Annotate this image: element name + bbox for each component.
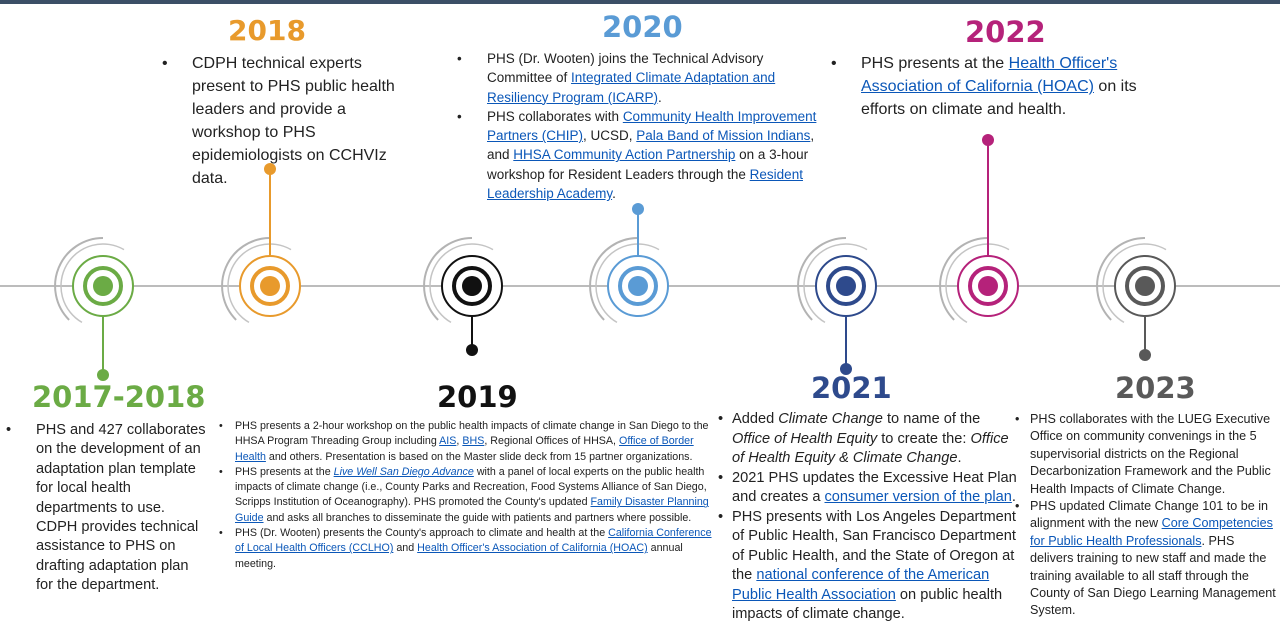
bullet-item (861, 52, 1161, 121)
text-run: on its efforts on climate and health. (861, 78, 1137, 118)
text-run: , (456, 435, 463, 448)
bullet-list (487, 49, 817, 203)
connector-dot (632, 203, 644, 215)
text-run: , and (487, 128, 815, 163)
connector-dot (982, 134, 994, 146)
text-run: PHS presents a 2-hour workshop on the public health impacts of climate change in San Diego to the HHSA Program Threading Group including (235, 420, 709, 448)
bullet-list (861, 52, 1161, 121)
text-run: , Regional Offices of HHSA, (484, 435, 619, 448)
year-label-2022: 2022 (965, 15, 1046, 49)
bullet-item (235, 419, 720, 465)
text-block-2020 (487, 49, 817, 203)
year-label-2017-2018: 2017-2018 (32, 380, 206, 414)
text-run: 2021 PHS updates the Excessive Heat Plan and creates a (732, 469, 1017, 505)
connector-dot (1139, 349, 1151, 361)
bullet-item (36, 421, 208, 596)
milestone-center-dot (462, 276, 482, 296)
bullet-list (36, 421, 208, 596)
bullet-item (192, 52, 407, 190)
bullet-list (1030, 411, 1280, 620)
text-block-2018 (192, 52, 407, 190)
text-run: and others. Presentation is based on the Master slide deck from 15 partner organizations. (265, 450, 693, 463)
link[interactable]: Family Disaster Planning Guide (235, 496, 709, 524)
milestone-center-dot (978, 276, 998, 296)
text-block-2023 (1030, 411, 1280, 620)
text-run: Climate Change (778, 411, 883, 427)
link[interactable]: AIS (439, 435, 457, 448)
text-run: Added (732, 411, 779, 427)
text-block-2017-2018 (36, 421, 208, 596)
link[interactable]: Pala Band of Mission Indians (636, 128, 811, 144)
milestone-center-dot (628, 276, 648, 296)
text-run: , UCSD, (583, 128, 637, 144)
bullet-list (192, 52, 407, 190)
link[interactable]: Integrated Climate Adaptation and Resiliency Program (ICARP) (487, 70, 776, 105)
link[interactable]: Community Health Improvement Partners (CHIP) (487, 108, 817, 144)
link[interactable]: BHS (462, 435, 485, 448)
text-run: . (612, 186, 616, 202)
link[interactable]: Office of Border Health (235, 435, 694, 463)
text-run: Office of Health Equity (732, 430, 878, 447)
text-run: PHS presents at the (235, 465, 334, 478)
bullet-item (487, 107, 817, 203)
text-run: PHS presents at the (861, 55, 1009, 72)
bullet-item (732, 508, 1017, 625)
link[interactable]: Health Officer's Association of California (HOAC) (417, 542, 648, 555)
text-block-2021 (732, 410, 1017, 625)
text-run: . PHS delivers training to new staff and made the training available to all staff through the County of San Diego Learning Management System. (1030, 533, 1276, 618)
text-run: PHS (Dr. Wooten) presents the County's approach to climate and health at the (235, 527, 609, 540)
text-run: on public health impacts of climate change. (732, 586, 1003, 622)
connector-dot (466, 344, 478, 356)
bullet-list (235, 419, 720, 572)
bullet-item (235, 526, 720, 572)
year-label-2021: 2021 (811, 371, 892, 405)
text-run: . (957, 450, 962, 466)
text-run: Office of Health Equity & Climate Change (732, 430, 1009, 466)
link[interactable]: Core Competencies for Public Health Professionals (1030, 516, 1273, 548)
text-run: to name of the (882, 411, 981, 427)
link[interactable]: California Conference of Local Health Officers (CCLHO) (235, 527, 712, 555)
year-label-2019: 2019 (437, 380, 518, 414)
milestone-center-dot (836, 276, 856, 296)
text-run: to create the: (877, 430, 971, 447)
link[interactable]: consumer version of the plan (824, 489, 1012, 505)
link[interactable]: national conference of the American Public Health Association (732, 567, 990, 603)
bullet-item (1030, 411, 1280, 498)
text-run: with a panel of local experts on the public health impacts of climate change (i.e., County Parks and Recreation, Food Systems Alliance of San Diego, Scripps Institution of Oceanography). PHS promoted the County's updated (235, 465, 707, 509)
year-label-2023: 2023 (1115, 371, 1196, 405)
text-run: and (393, 542, 418, 555)
link[interactable]: HHSA Community Action Partnership (513, 147, 736, 163)
text-run: annual meeting. (235, 542, 683, 570)
milestone-center-dot (1135, 276, 1155, 296)
milestone-center-dot (93, 276, 113, 296)
link[interactable]: Health Officer's Association of California (HOAC) (861, 55, 1118, 95)
bullet-item (235, 465, 720, 526)
text-run: . (1011, 489, 1016, 505)
bullet-item (487, 49, 817, 107)
milestone-center-dot (260, 276, 280, 296)
text-run: . (658, 89, 662, 105)
bullet-item (732, 410, 1017, 469)
text-run: PHS (Dr. Wooten) joins the Technical Advisory Committee of (487, 51, 764, 86)
text-run: and asks all branches to disseminate the guide with patients and partners where possible. (263, 511, 692, 524)
text-run: on a 3-hour workshop for Resident Leaders through the (487, 147, 809, 182)
text-run: PHS updated Climate Change 101 to be in alignment with the new (1030, 499, 1269, 531)
link[interactable]: Resident Leadership Academy (487, 166, 803, 202)
year-label-2018: 2018 (228, 14, 306, 47)
text-block-2019 (235, 419, 720, 572)
bullet-item (732, 469, 1017, 508)
text-run: PHS presents with Los Angeles Department of Public Health, San Francisco Department of Public Health, and the State of Oregon at the (732, 508, 1016, 583)
text-run: CDPH technical experts present to PHS public health leaders and provide a workshop to PHS epidemiologists on CCHVIz data. (192, 55, 395, 187)
text-run: PHS collaborates with (487, 108, 623, 124)
bullet-list (732, 410, 1017, 625)
text-run: PHS and 427 collaborates on the development of an adaptation plan template for local health departments to use. CDPH provides technical assistance to PHS on drafting adaptation plan for the department. (36, 422, 206, 594)
link[interactable]: Live Well San Diego Advance (333, 465, 474, 478)
text-run: PHS collaborates with the LUEG Executive Office on community convenings in the 5 supervisorial districts on the Regional Decarbonization Framework and the Public Health Impacts of Climate Change. (1030, 412, 1271, 496)
year-label-2020: 2020 (602, 10, 683, 44)
bullet-item (1030, 498, 1280, 620)
text-block-2022 (861, 52, 1161, 121)
